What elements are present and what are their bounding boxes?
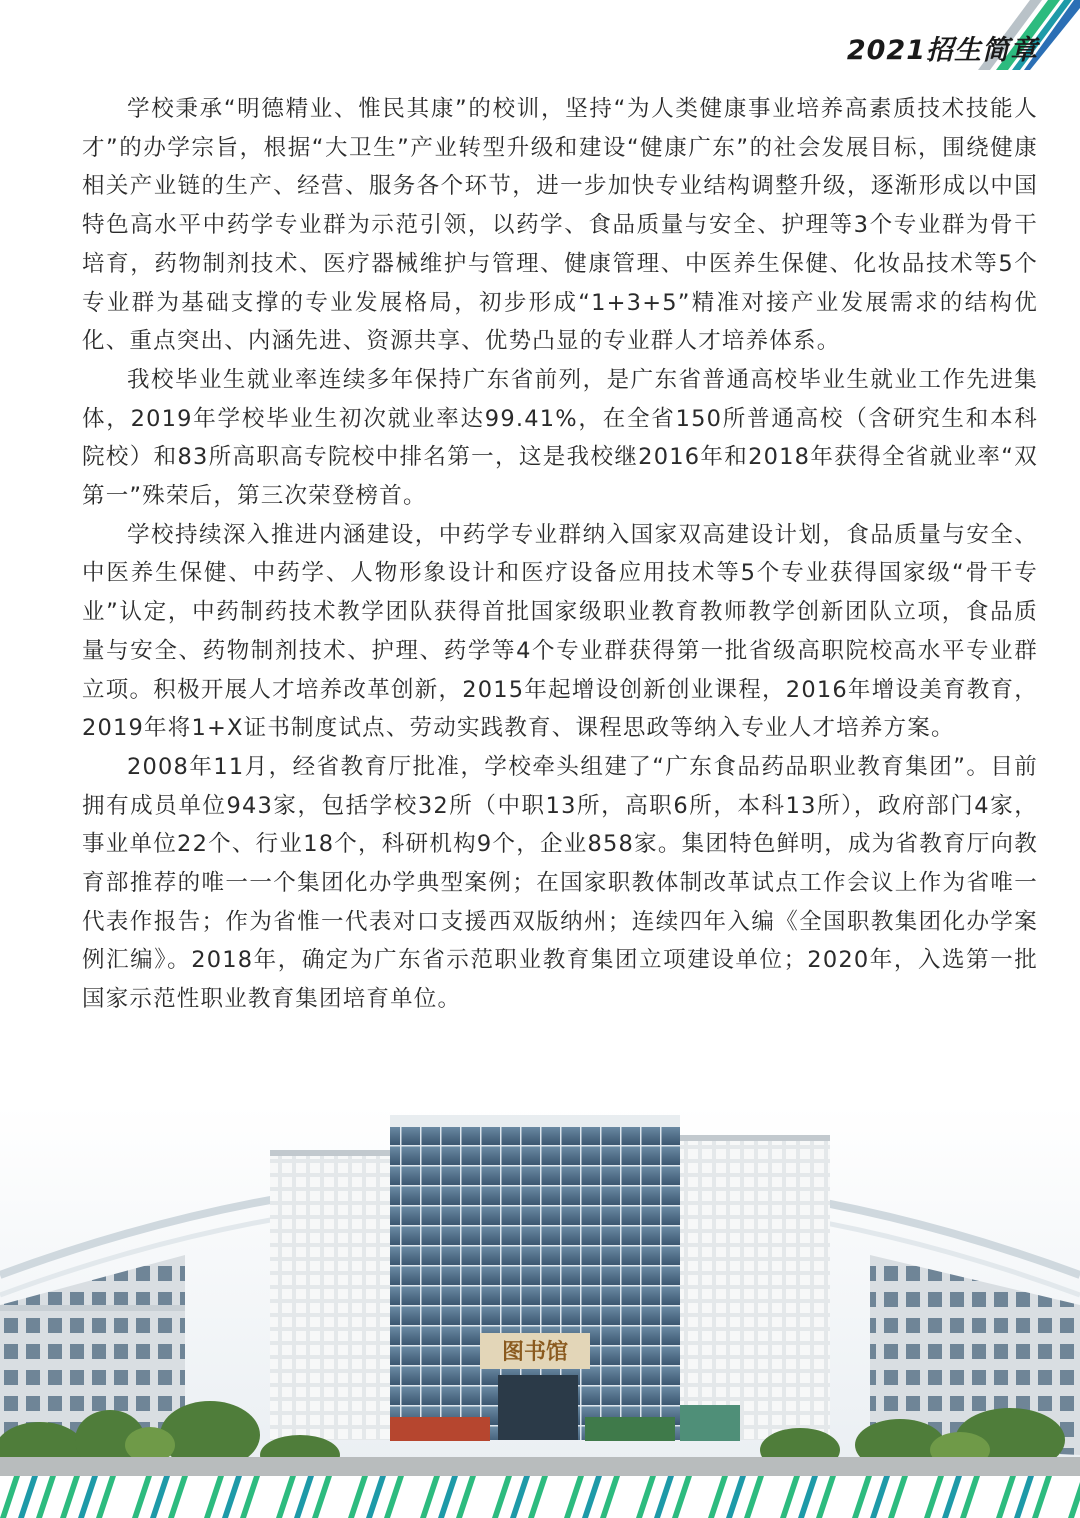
paragraph-employment: 我校毕业生就业率连续多年保持广东省前列，是广东省普通高校毕业生就业工作先进集体，2019年学校毕业生初次就业率达99.41%，在全省150所普通高校（含研究生和本科院校）和83所高职高专院校中排名第一，这是我校继2016年和2018年获得全省就业率“双第一”殊荣后，第三次荣登榜首。 xyxy=(82,366,1038,510)
campus-library-photo xyxy=(0,1105,1080,1485)
library-sign: 图书馆 xyxy=(501,1339,569,1365)
paragraph-curriculum: 学校秉承“明德精业、惟民其康”的校训，坚持“为人类健康事业培养高素质技术技能人才”的办学宗旨，根据“大卫生”产业转型升级和建设“健康广东”的社会发展目标，围绕健康相关产业链的生产、经营、服务各个环节，进一步加快专业结构调整升级，逐渐形成以中国特色高水平中药学专业群为示范引领，以药学、食品质量与安全、护理等3个专业群为骨干培育，药物制剂技术、医疗器械维护与管理、健康管理、中医养生保健、化妆品技术等5个专业群为基础支撑的专业发展格局，初步形成“1+3+5”精准对接产业发展需求的结构优化、重点突出、内涵先进、资源共享、优势凸显的专业群人才培养体系。 xyxy=(82,96,1038,355)
document-title: 2021招生简章 xyxy=(846,35,1038,66)
article-body xyxy=(82,90,1038,1019)
bottom-stripes-decoration xyxy=(0,1476,1080,1518)
paragraph-education-group: 2008年11月，经省教育厅批准，学校牵头组建了“广东食品药品职业教育集团”。目前拥有成员单位943家，包括学校32所（中职13所，高职6所，本科13所），政府部门4家，事业单位22个、行业18个，科研机构9个，企业858家。集团特色鲜明，成为省教育厅向教育部推荐的唯一一个集团化办学典型案例；在国家职教体制改革试点工作会议上作为省唯一代表作报告；作为省惟一代表对口支援西双版纳州；连续四年入编《全国职教集团化办学案例汇编》。2018年，确定为广东省示范职业教育集团立项建设单位；2020年，入选第一批国家示范性职业教育集团培育单位。 xyxy=(82,753,1038,1013)
paragraph-construction: 学校持续深入推进内涵建设，中药学专业群纳入国家双高建设计划，食品质量与安全、中医养生保健、中药学、人物形象设计和医疗设备应用技术等5个专业获得国家级“骨干专业”认定，中药制药技术教学团队获得首批国家级职业教育教师教学创新团队立项，食品质量与安全、药物制剂技术、护理、药学等4个专业群获得第一批省级高职院校高水平专业群立项。积极开展人才培养改革创新，2015年起增设创新创业课程，2016年增设美育教育，2019年将1+X证书制度试点、劳动实践教育、课程思政等纳入专业人才培养方案。 xyxy=(82,521,1038,742)
